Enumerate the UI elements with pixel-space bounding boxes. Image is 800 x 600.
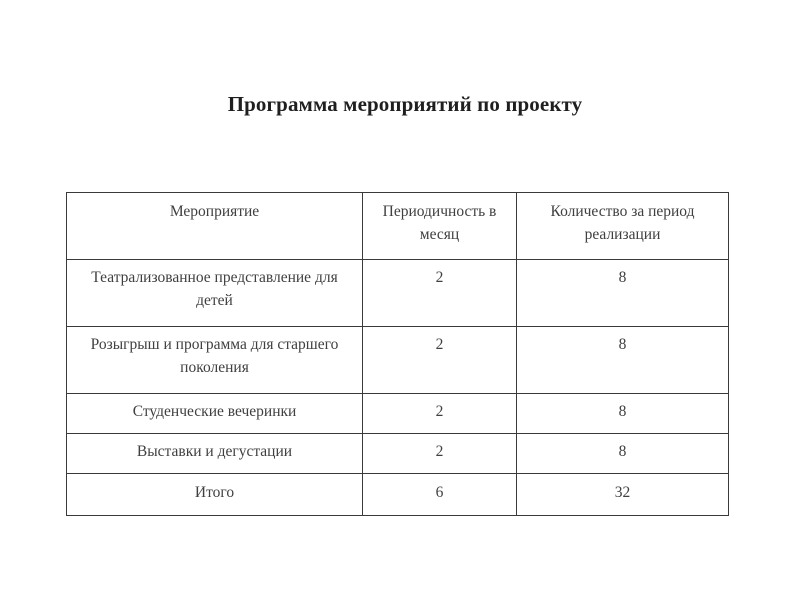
cell-event-text: Розыгрыш и программа для старшего поколения <box>90 336 339 376</box>
table-row <box>67 327 729 394</box>
cell-event <box>67 260 363 327</box>
cell-total-text: 8 <box>618 443 627 460</box>
cell-event-text: Выставки и дегустации <box>136 443 293 460</box>
header-per-month-label: Периодичность в месяц <box>382 203 497 243</box>
cell-per-month <box>363 394 517 434</box>
header-total-label: Количество за период реализации <box>550 203 695 243</box>
header-event <box>67 193 363 260</box>
table-row <box>67 260 729 327</box>
cell-per-month-text: 2 <box>435 269 444 286</box>
cell-per-month-sum <box>363 474 517 516</box>
header-per-month <box>363 193 517 260</box>
table-total-row <box>67 474 729 516</box>
cell-per-month <box>363 327 517 394</box>
cell-total-label-text: Итого <box>194 484 235 501</box>
cell-per-month <box>363 260 517 327</box>
page-title: Программа мероприятий по проекту <box>227 92 583 116</box>
cell-event <box>67 394 363 434</box>
cell-event <box>67 327 363 394</box>
cell-per-month-text: 2 <box>435 336 444 353</box>
program-table <box>66 192 729 516</box>
cell-total-text: 8 <box>618 269 627 286</box>
cell-per-month-sum-text: 6 <box>435 484 444 501</box>
cell-per-month-text: 2 <box>435 443 444 460</box>
cell-total <box>517 327 729 394</box>
table-row <box>67 394 729 434</box>
cell-per-month <box>363 434 517 474</box>
cell-total-sum-text: 32 <box>614 484 631 501</box>
table-row <box>67 434 729 474</box>
cell-event <box>67 434 363 474</box>
cell-total <box>517 394 729 434</box>
table-header-row <box>67 193 729 260</box>
cell-total <box>517 434 729 474</box>
cell-total <box>517 260 729 327</box>
cell-total-text: 8 <box>618 336 627 353</box>
header-total <box>517 193 729 260</box>
cell-total-sum <box>517 474 729 516</box>
cell-total-label <box>67 474 363 516</box>
cell-event-text: Студенческие вечеринки <box>132 403 297 420</box>
cell-total-text: 8 <box>618 403 627 420</box>
cell-per-month-text: 2 <box>435 403 444 420</box>
header-event-label: Мероприятие <box>169 203 260 220</box>
cell-event-text: Театрализованное представление для детей <box>91 269 338 309</box>
